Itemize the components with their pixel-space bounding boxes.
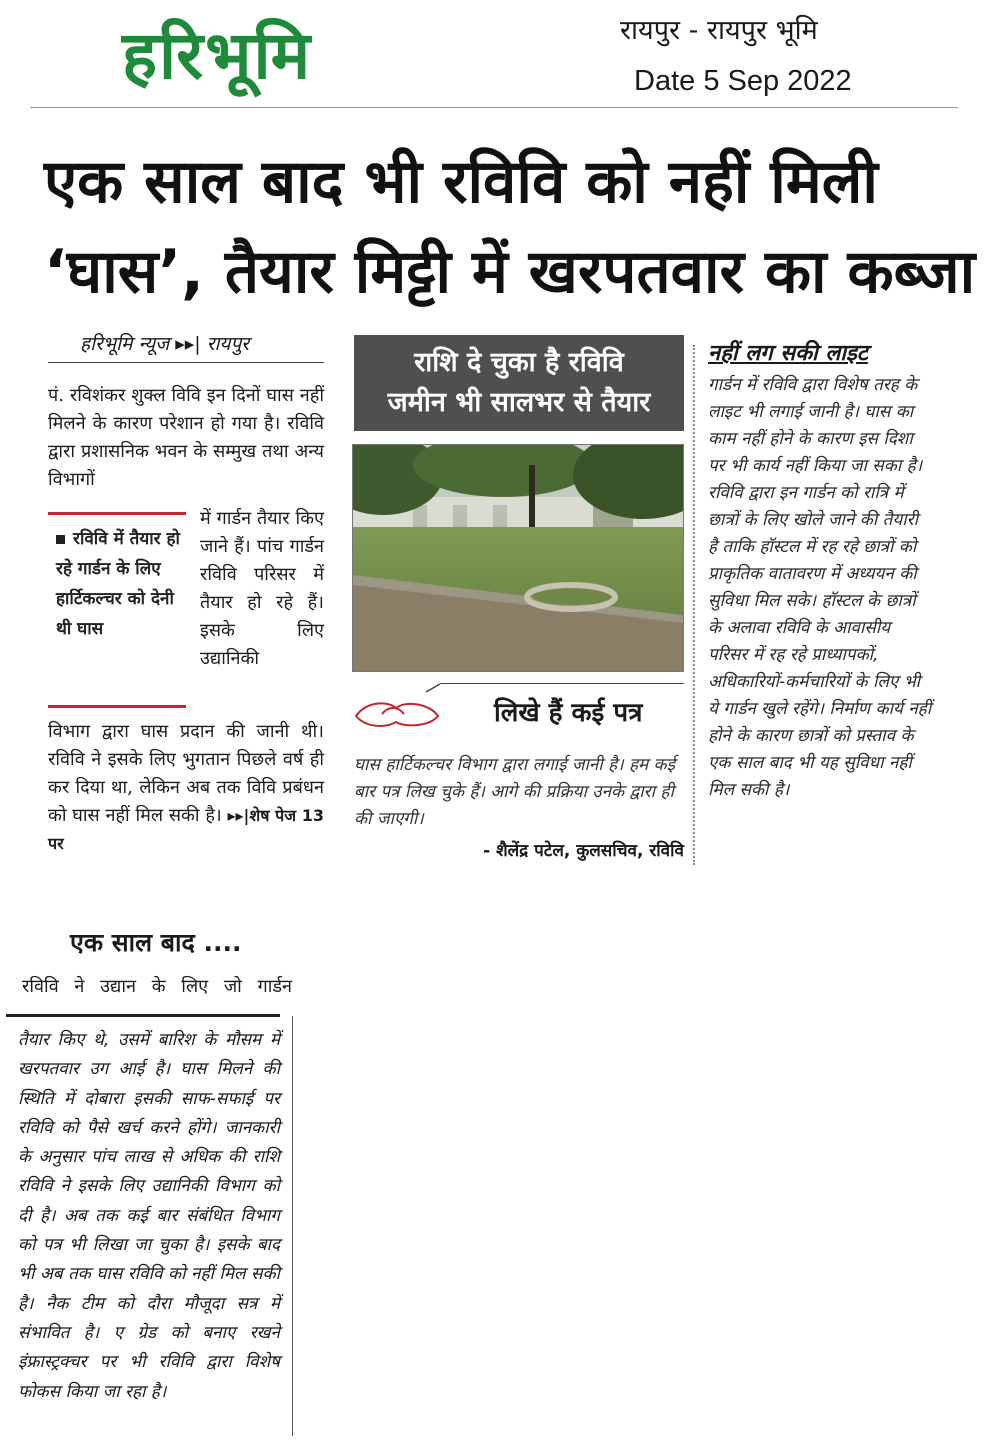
garden-photo <box>352 444 684 672</box>
letters-box-signature: - शैलेंद्र पटेल, कुलसचिव, रविवि <box>483 841 684 861</box>
photo-banner <box>354 335 684 431</box>
edition-label: रायपुर - रायपुर भूमि <box>620 15 818 46</box>
letters-box-title: लिखे हैं कई पत्र <box>494 698 643 728</box>
letters-divider <box>440 683 684 684</box>
pull-quote <box>56 524 188 644</box>
photo-banner-line-2: जमीन भी सालभर से तैयार <box>387 387 651 418</box>
bullet-square-icon <box>56 535 65 544</box>
continuation-title: एक साल बाद .... <box>70 928 242 957</box>
continuation-vertical-rule <box>292 1016 293 1436</box>
newspaper-logo: हरिभूमि <box>122 17 313 94</box>
publication-date: Date 5 Sep 2022 <box>634 65 852 97</box>
continuation-rule <box>6 1014 280 1017</box>
story-paragraph-right: में गार्डन तैयार किए जाने हैं। पांच गार्डन रविवि परिसर में तैयार हो रहे हैं। इसके लिए उद्यानिकी <box>200 508 324 669</box>
headline-line-2: ‘घास’, तैयार मिट्टी में खरपतवार का कब्जा <box>44 237 976 307</box>
pull-quote-rule-bottom <box>48 705 186 708</box>
story-paragraph-bottom <box>48 718 324 858</box>
photo-banner-line-1: राशि दे चुका है रविवि <box>414 347 624 378</box>
continued-on-page: ▸▸|शेष पेज 13 पर <box>48 806 324 853</box>
continuation-text: तैयार किए थे, उसमें बारिश के मौसम में खरपतवार उग आई है। घास मिलने की स्थिति में दोबारा इसकी साफ-सफाई पर रविवि को पैसे खर्च करने होंगे। जानकारी के अनुसार पांच लाख से अधिक की राशि रविवि ने इसके लिए उद्यानिकी विभाग को दी है। अब तक कई बार संबंधित विभाग को पत्र भी लिखा जा चुका है। इसके बाद भी अब तक घास रविवि को नहीं मिल सकी है। नैक टीम को दौरा मौजूदा सत्र में संभावित है। ए ग्रेड को बनाए रखने इंफ्रास्ट्रक्चर पर भी रविवि द्वारा विशेष फोकस किया जा रहा है। <box>18 1030 280 1402</box>
pull-quote-rule-top <box>48 512 186 515</box>
headline-line-1: एक साल बाद भी रविवि को नहीं मिली <box>44 147 878 217</box>
byline: हरिभूमि न्यूज ▸▸| रायपुर <box>80 333 250 355</box>
story-paragraph-top: पं. रविशंकर शुक्ल विवि इन दिनों घास नहीं मिलने के कारण परेशान हो गया है। रविवि द्वारा प्रशासनिक भवन के सम्मुख तथा अन्य विभागों <box>48 385 324 490</box>
letters-box-text: घास हार्टिकल्चर विभाग द्वारा लगाई जानी है। हम कई बार पत्र लिख चुके हैं। आगे की प्रक्रिया उनके द्वारा ही की जाएगी। <box>354 755 675 829</box>
masthead-divider <box>30 107 958 108</box>
continuation-first-line: रविवि ने उद्यान के लिए जो गार्डन <box>22 976 292 997</box>
garden-photo-illustration <box>353 445 683 671</box>
side-story-text: गार्डन में रविवि द्वारा विशेष तरह के लाइट भी लगाई जानी है। घास का काम नहीं होने के कारण इस दिशा पर भी कार्य नहीं किया जा सका है। रविवि द्वारा इन गार्डन को रात्रि में छात्रों के लिए खोले जाने की तैयारी है ताकि हॉस्टल में रह रहे छात्रों को प्राकृतिक वातावरण में अध्ययन की सुविधा मिल सके। हॉस्टल के छात्रों के अलावा रविवि के आवासीय परिसर में रह रहे प्राध्यापकों, अधिकारियों-कर्मचारियों के लिए भी ये गार्डन खुले रहेंगे। निर्माण कार्य नहीं होने के कारण छात्रों को प्रस्ताव के एक साल बाद भी यह सुविधा नहीं मिल सकी है। <box>708 375 932 800</box>
letter-envelope-icon <box>352 682 444 732</box>
story-paragraph-bottom-text: विभाग द्वारा घास प्रदान की जानी थी। रविवि ने इसके लिए भुगतान पिछले वर्ष ही कर दिया था, लेकिन अब तक विवि प्रबंधन को घास नहीं मिल सकी है। <box>48 721 324 826</box>
pull-quote-text: रविवि में तैयार हो रहे गार्डन के लिए हार्टिकल्चर को देनी थी घास <box>56 529 180 639</box>
side-story-title: नहीं लग सकी लाइट <box>708 341 868 366</box>
byline-divider <box>48 362 324 363</box>
column-separator <box>693 345 696 865</box>
